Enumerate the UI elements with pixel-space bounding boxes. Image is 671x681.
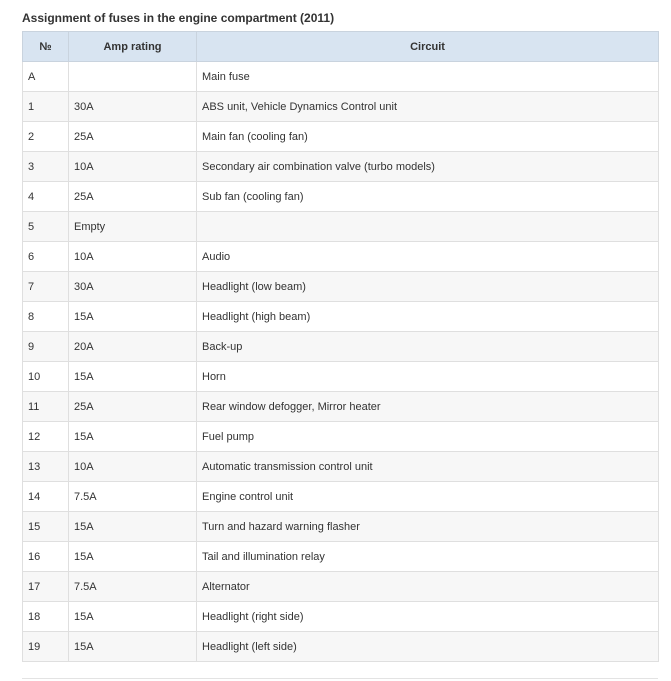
cell-number: 7 bbox=[23, 272, 69, 302]
table-row bbox=[23, 242, 659, 272]
cell-circuit: Headlight (left side) bbox=[197, 632, 659, 662]
cell-number: A bbox=[23, 62, 69, 92]
table-caption: Assignment of fuses in the engine compartment (2011) bbox=[22, 11, 335, 25]
table-row bbox=[23, 572, 659, 602]
cell-circuit: Fuel pump bbox=[197, 422, 659, 452]
cell-amp-rating: 10A bbox=[69, 452, 197, 482]
cell-amp-rating: 20A bbox=[69, 332, 197, 362]
cell-amp-rating: 15A bbox=[69, 542, 197, 572]
cell-circuit: Audio bbox=[197, 242, 659, 272]
cell-circuit: Headlight (right side) bbox=[197, 602, 659, 632]
cell-amp-rating: 15A bbox=[69, 422, 197, 452]
cell-circuit bbox=[197, 212, 659, 242]
cell-number: 6 bbox=[23, 242, 69, 272]
cell-circuit: Engine control unit bbox=[197, 482, 659, 512]
cell-circuit: Tail and illumination relay bbox=[197, 542, 659, 572]
table-row bbox=[23, 122, 659, 152]
cell-amp-rating: 15A bbox=[69, 362, 197, 392]
table-row bbox=[23, 332, 659, 362]
cell-circuit: Rear window defogger, Mirror heater bbox=[197, 392, 659, 422]
table-row bbox=[23, 452, 659, 482]
table-row bbox=[23, 542, 659, 572]
cell-circuit: Headlight (high beam) bbox=[197, 302, 659, 332]
cell-circuit: ABS unit, Vehicle Dynamics Control unit bbox=[197, 92, 659, 122]
cell-number: 13 bbox=[23, 452, 69, 482]
table-row bbox=[23, 272, 659, 302]
table-row bbox=[23, 152, 659, 182]
cell-amp-rating: 30A bbox=[69, 92, 197, 122]
table-row bbox=[23, 512, 659, 542]
cell-number: 18 bbox=[23, 602, 69, 632]
cell-number: 9 bbox=[23, 332, 69, 362]
cell-amp-rating: 15A bbox=[69, 632, 197, 662]
cell-amp-rating: 10A bbox=[69, 152, 197, 182]
cell-number: 16 bbox=[23, 542, 69, 572]
cell-amp-rating: 30A bbox=[69, 272, 197, 302]
cell-number: 3 bbox=[23, 152, 69, 182]
table-row bbox=[23, 302, 659, 332]
cell-circuit: Horn bbox=[197, 362, 659, 392]
header-circuit: Circuit bbox=[197, 32, 659, 62]
table-row bbox=[23, 362, 659, 392]
cell-amp-rating: 15A bbox=[69, 512, 197, 542]
table-row bbox=[23, 422, 659, 452]
cell-number: 17 bbox=[23, 572, 69, 602]
cell-number: 15 bbox=[23, 512, 69, 542]
table-row bbox=[23, 212, 659, 242]
table-row bbox=[23, 182, 659, 212]
cell-number: 14 bbox=[23, 482, 69, 512]
divider bbox=[22, 678, 658, 679]
cell-number: 8 bbox=[23, 302, 69, 332]
table-row bbox=[23, 92, 659, 122]
header-amp-rating: Amp rating bbox=[69, 32, 197, 62]
table-row bbox=[23, 632, 659, 662]
cell-circuit: Automatic transmission control unit bbox=[197, 452, 659, 482]
cell-amp-rating: 25A bbox=[69, 392, 197, 422]
header-number: № bbox=[23, 32, 69, 62]
cell-number: 1 bbox=[23, 92, 69, 122]
fuse-table bbox=[22, 31, 659, 662]
cell-number: 4 bbox=[23, 182, 69, 212]
cell-circuit: Secondary air combination valve (turbo models) bbox=[197, 152, 659, 182]
cell-circuit: Turn and hazard warning flasher bbox=[197, 512, 659, 542]
cell-number: 5 bbox=[23, 212, 69, 242]
cell-circuit: Main fuse bbox=[197, 62, 659, 92]
cell-amp-rating: 15A bbox=[69, 302, 197, 332]
table-row bbox=[23, 392, 659, 422]
cell-circuit: Sub fan (cooling fan) bbox=[197, 182, 659, 212]
cell-amp-rating: 25A bbox=[69, 182, 197, 212]
cell-amp-rating: Empty bbox=[69, 212, 197, 242]
cell-number: 11 bbox=[23, 392, 69, 422]
table-body bbox=[23, 62, 659, 662]
cell-circuit: Alternator bbox=[197, 572, 659, 602]
cell-circuit: Back-up bbox=[197, 332, 659, 362]
table-row bbox=[23, 602, 659, 632]
cell-amp-rating: 7.5A bbox=[69, 572, 197, 602]
table-row bbox=[23, 62, 659, 92]
cell-amp-rating: 25A bbox=[69, 122, 197, 152]
cell-circuit: Headlight (low beam) bbox=[197, 272, 659, 302]
cell-number: 2 bbox=[23, 122, 69, 152]
cell-amp-rating bbox=[69, 62, 197, 92]
cell-amp-rating: 15A bbox=[69, 602, 197, 632]
cell-number: 10 bbox=[23, 362, 69, 392]
cell-amp-rating: 7.5A bbox=[69, 482, 197, 512]
table-header-row bbox=[23, 32, 659, 62]
table-row bbox=[23, 482, 659, 512]
cell-amp-rating: 10A bbox=[69, 242, 197, 272]
cell-number: 19 bbox=[23, 632, 69, 662]
cell-number: 12 bbox=[23, 422, 69, 452]
cell-circuit: Main fan (cooling fan) bbox=[197, 122, 659, 152]
